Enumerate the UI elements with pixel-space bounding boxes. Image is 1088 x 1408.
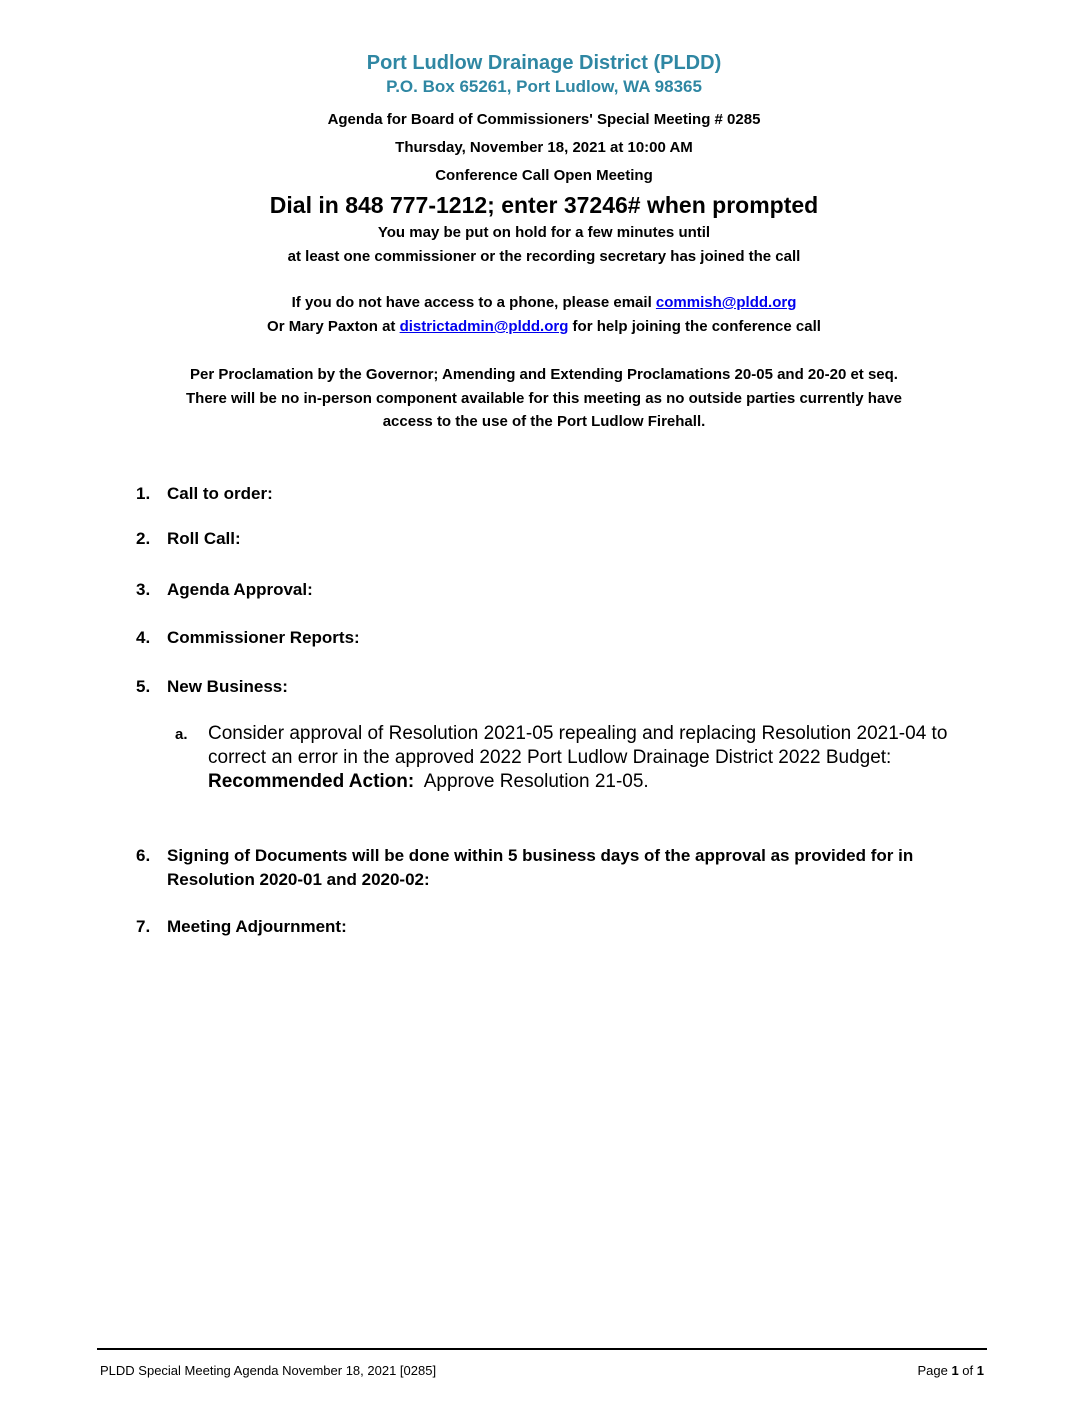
agenda-item-label: Meeting Adjournment: bbox=[167, 917, 347, 936]
hold-notice-line-1: You may be put on hold for a few minutes until bbox=[377, 224, 711, 241]
proclamation-line-1: Per Proclamation by the Governor; Amending and Extending Proclamations 20-05 and 20-20 et seq. bbox=[190, 366, 898, 383]
hold-notice-line-2: at least one commissioner or the recording secretary has joined the call bbox=[287, 248, 801, 265]
subitem-text: Consider approval of Resolution 2021-05 repealing and replacing Resolution 2021-04 to correct an error in the approved 2022 Port Ludlow Drainage District 2022 Budget: bbox=[208, 723, 948, 768]
recommended-action-text: Approve Resolution 21-05. bbox=[414, 771, 649, 792]
agenda-item-number: 5. bbox=[136, 677, 151, 696]
agenda-item-label: New Business: bbox=[167, 677, 288, 696]
footer-page-number bbox=[917, 1363, 984, 1378]
recommended-action bbox=[208, 770, 965, 794]
agenda-item-number: 4. bbox=[136, 628, 151, 647]
agenda-item bbox=[136, 677, 288, 697]
recommended-action-label: Recommended Action: bbox=[208, 771, 415, 792]
agenda-item-label: Call to order: bbox=[167, 484, 273, 503]
new-business-subitem bbox=[175, 722, 965, 794]
page-current: 1 bbox=[951, 1363, 959, 1378]
org-address: P.O. Box 65261, Port Ludlow, WA 98365 bbox=[386, 77, 702, 96]
contact-line-1-text: If you do not have access to a phone, please email bbox=[291, 294, 656, 311]
page-total: 1 bbox=[976, 1363, 984, 1378]
contact-line-2-suffix: for help joining the conference call bbox=[568, 318, 821, 335]
proclamation-line-3: access to the use of the Port Ludlow Firehall. bbox=[382, 413, 706, 430]
org-name: Port Ludlow Drainage District (PLDD) bbox=[366, 52, 722, 74]
agenda-item bbox=[136, 484, 273, 504]
agenda-item bbox=[136, 917, 347, 937]
agenda-item-number: 6. bbox=[136, 846, 151, 865]
agenda-item-number: 3. bbox=[136, 580, 151, 599]
agenda-item-label: Signing of Documents will be done within 5 business days of the approval as provided for in Resolution 2020-01 and 2020-02: bbox=[167, 846, 914, 889]
dial-in-instructions: Dial in 848 777-1212; enter 37246# when prompted bbox=[269, 192, 819, 218]
commish-email-link[interactable]: commish@pldd.org bbox=[655, 294, 797, 311]
agenda-item bbox=[136, 844, 986, 892]
footer-divider bbox=[97, 1348, 987, 1350]
districtadmin-email-link[interactable]: districtadmin@pldd.org bbox=[399, 318, 569, 335]
agenda-item-number: 1. bbox=[136, 484, 151, 503]
contact-line-2-prefix: Or Mary Paxton at bbox=[267, 318, 400, 335]
agenda-item-number: 2. bbox=[136, 529, 151, 548]
proclamation-line-2: There will be no in-person component available for this meeting as no outside parties currently have bbox=[186, 390, 902, 407]
meeting-type: Conference Call Open Meeting bbox=[435, 167, 653, 184]
agenda-item-label: Agenda Approval: bbox=[167, 580, 313, 599]
footer-document-title: PLDD Special Meeting Agenda November 18, 2021 [0285] bbox=[100, 1363, 437, 1378]
subitem-letter: a. bbox=[175, 726, 188, 743]
agenda-item-label: Commissioner Reports: bbox=[167, 628, 360, 647]
agenda-item bbox=[136, 580, 313, 600]
agenda-item-label: Roll Call: bbox=[167, 529, 241, 548]
contact-line-1 bbox=[0, 294, 1088, 311]
meeting-title: Agenda for Board of Commissioners' Special Meeting # 0285 bbox=[327, 111, 761, 128]
page-sep: of bbox=[958, 1363, 977, 1378]
agenda-item-number: 7. bbox=[136, 917, 151, 936]
agenda-item bbox=[136, 628, 360, 648]
agenda-item bbox=[136, 529, 241, 549]
contact-line-2 bbox=[0, 318, 1088, 335]
page-prefix: Page bbox=[917, 1363, 952, 1378]
meeting-datetime: Thursday, November 18, 2021 at 10:00 AM bbox=[395, 139, 693, 156]
